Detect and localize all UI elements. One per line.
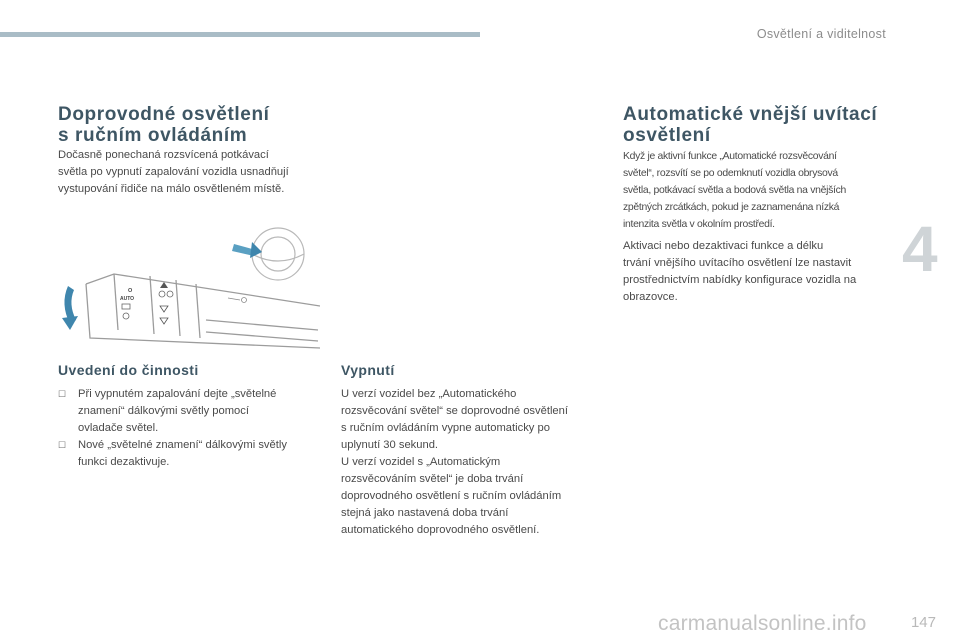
parking-lights-icon	[122, 304, 130, 309]
text-line: prostřednictvím nabídky konfigurace vozidla na	[623, 274, 857, 286]
text-line: zpětných zrcátkách, pokud je zaznamenána nízká	[623, 202, 840, 213]
text-line: Nové „světelné znamení“ dálkovými světly	[78, 439, 287, 451]
text-line: světel“, rozsvítí se po odemknutí vozidla obrysová	[623, 168, 838, 179]
text-line: s ručním ovládáním vypne automaticky po	[341, 422, 550, 434]
ring-label-off: O	[128, 288, 133, 294]
stalk-direction-indicator-icon	[232, 242, 262, 258]
text-line: světla po vypnutí zapalování vozidla usnadňují	[58, 166, 289, 178]
section-title-follow-me-lighting	[58, 104, 270, 146]
chapter-number: 4	[902, 213, 938, 285]
text-line: Dočasně ponechaná rozsvícená potkávací	[58, 149, 269, 161]
subsection-title-deactivation: Vypnutí	[341, 362, 395, 378]
ring-label-auto: AUTO	[120, 296, 135, 302]
text-line: U verzí vozidel s „Automatickým	[341, 456, 501, 468]
subsection-title-activation: Uvedení do činnosti	[58, 362, 199, 378]
text-line: trvání vnějšího uvítacího osvětlení lze nastavit	[623, 257, 852, 269]
text-line: vystupování řidiče na málo osvětleném místě.	[58, 183, 285, 195]
activation-list	[58, 386, 328, 471]
chapter-title: Osvětlení a viditelnost	[756, 27, 886, 41]
text-line: automatického doprovodného osvětlení.	[341, 524, 540, 536]
deactivation-paragraph	[341, 386, 611, 539]
lighting-stalk-illustration	[56, 220, 320, 350]
intro-paragraph	[58, 147, 338, 198]
text-line: uplynutí 30 sekund.	[341, 439, 439, 451]
text-line: stejná jako nastavená doba trvání	[341, 507, 509, 519]
list-item	[58, 437, 328, 471]
fog-light-icon	[159, 291, 173, 297]
steering-wheel-icon	[252, 228, 304, 280]
text-line: Když je aktivní funkce „Automatické rozsvěcování	[623, 151, 837, 162]
arrow-up-icon	[160, 282, 168, 288]
checkbox-bullet-icon: ☐	[58, 440, 67, 450]
stalk-body	[86, 274, 320, 348]
text-line: doprovodného osvětlení s ručním ovládáním	[341, 490, 562, 502]
checkbox-bullet-icon: ☐	[58, 389, 67, 399]
beam-symbol-icon	[228, 298, 247, 303]
text-line: intenzita světla v okolním prostředí.	[623, 219, 775, 230]
text-line: funkci dezaktivuje.	[78, 456, 170, 468]
text-line: rozsvěcování světel“ se doprovodné osvětlení	[341, 405, 568, 417]
text-line: U verzí vozidel bez „Automatického	[341, 388, 517, 400]
text-line: rozsvěcováním světel“ je doba trvání	[341, 473, 524, 485]
title-line: Doprovodné osvětlení	[58, 104, 270, 125]
arrow-down-icon	[160, 306, 168, 324]
welcome-lighting-description	[623, 148, 893, 233]
title-line: osvětlení	[623, 125, 711, 146]
rotation-arrow-icon	[62, 286, 78, 330]
low-beam-icon	[123, 313, 129, 319]
title-line: Automatické vnější uvítací	[623, 104, 878, 125]
page-number: 147	[910, 614, 936, 631]
text-line: světla, potkávací světla a bodová světla na vnějších	[623, 185, 846, 196]
title-line: s ručním ovládáním	[58, 125, 248, 146]
welcome-lighting-settings	[623, 238, 898, 306]
watermark: carmanualsonline.info	[658, 612, 867, 635]
text-line: obrazovce.	[623, 291, 678, 303]
text-line: Při vypnutém zapalování dejte „světelné	[78, 388, 277, 400]
header-accent-bar	[0, 32, 480, 37]
text-line: ovladače světel.	[78, 422, 159, 434]
section-title-welcome-lighting	[623, 104, 877, 146]
text-line: Aktivaci nebo dezaktivaci funkce a délku	[623, 240, 824, 252]
text-line: znamení“ dálkovými světly pomocí	[78, 405, 249, 417]
list-item	[58, 386, 328, 437]
